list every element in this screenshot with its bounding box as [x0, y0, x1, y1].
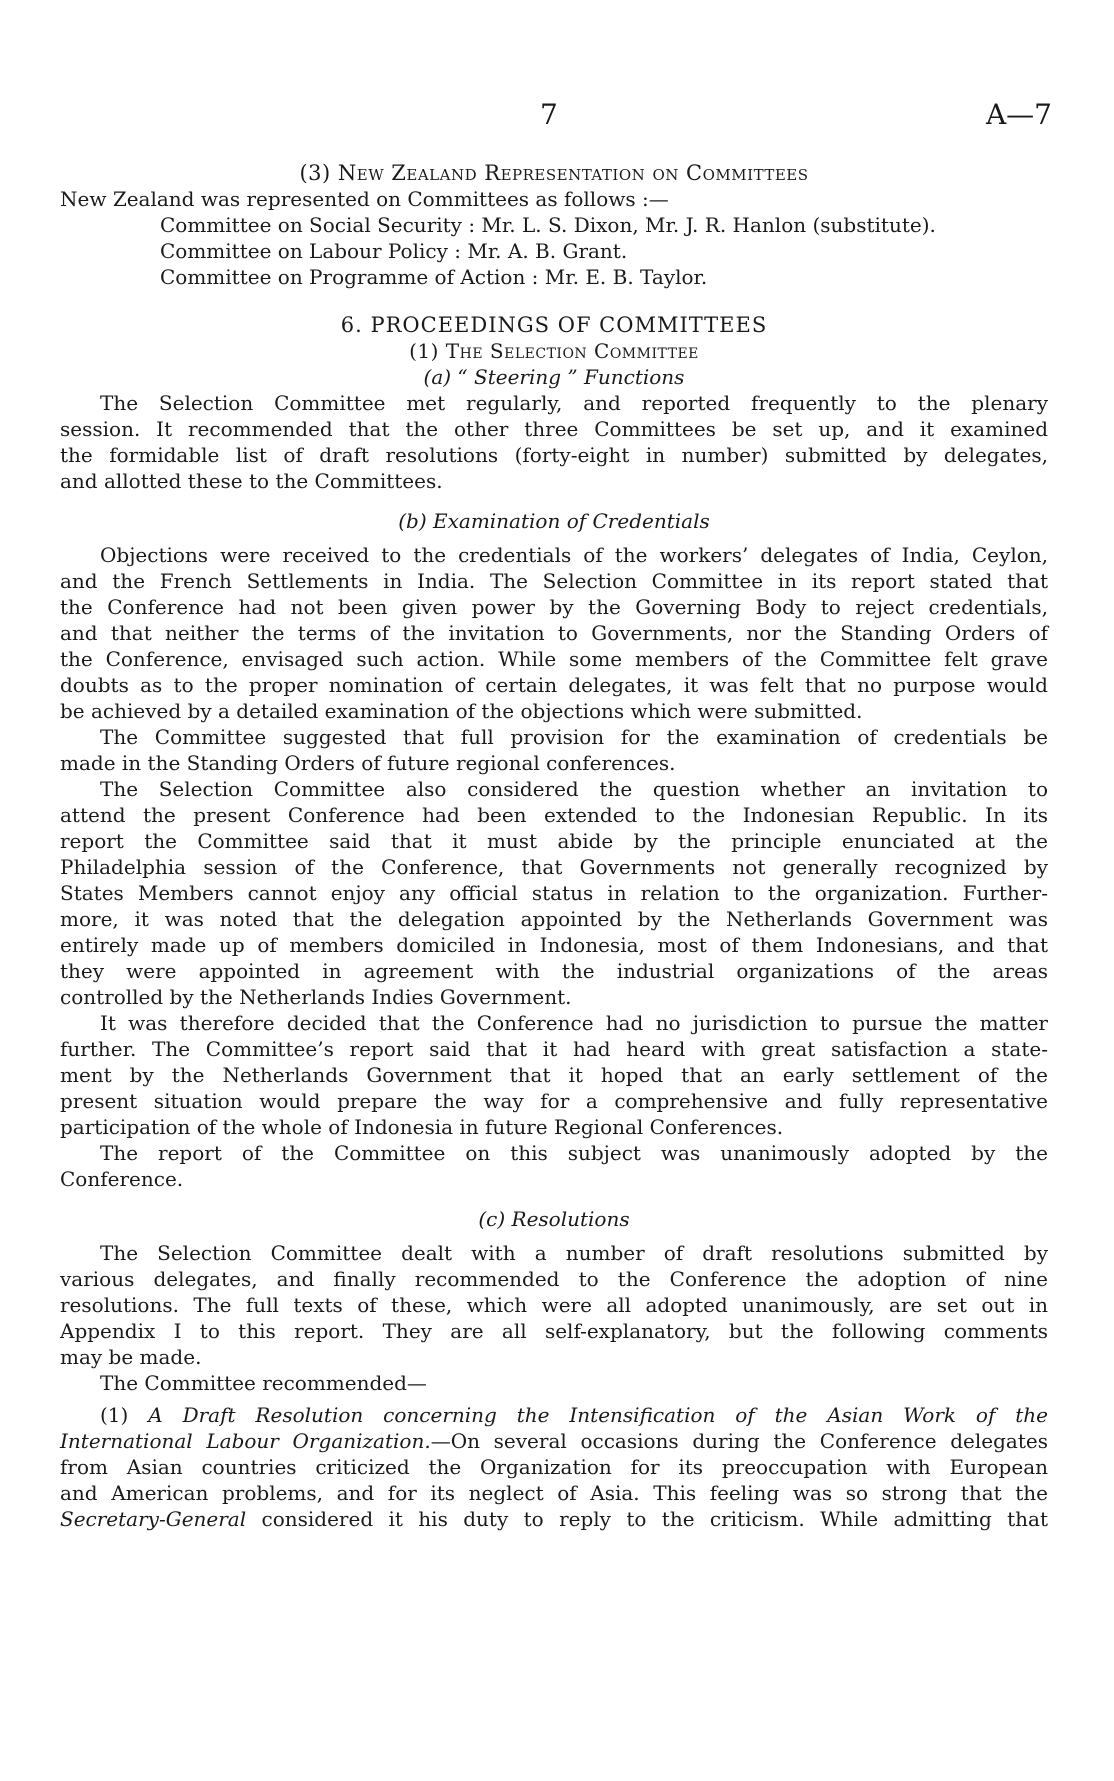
paragraph-indonesian-republic: The Selection Committee also considered the question whether an invitation to attend the present Conference had been extended to the Indonesian Republic. In its report the Committee said that it must abide by the principle enunciated at the Philadelphia session of the Conference, that Governments not generally recognized by States Members cannot enjoy any official status in relation to the organization. Further- more, it was noted that the delegation appointed by the Netherlands Government was entirely made up of members domiciled in Indonesia, most of them Indonesians, and that they were appointed in agreement with the industrial organizations of the areas controlled by the Netherlands Indies Government. [60, 777, 1048, 1009]
paragraph-report-adopted: The report of the Committee on this subject was unanimously adopted by the Conference. [60, 1141, 1048, 1191]
committee-entry: Committee on Social Security : Mr. L. S. Dixon, Mr. J. R. Hanlon (substitute). [160, 213, 936, 237]
subheading-credentials: (b) Examination of Credentials [398, 509, 710, 533]
committee-entry: Committee on Programme of Action : Mr. E. B. Taylor. [160, 265, 708, 289]
page-body [60, 160, 1048, 1532]
section-heading-proceedings: 6. PROCEEDINGS OF COMMITTEES [340, 313, 768, 337]
paragraph-resolutions: The Selection Committee dealt with a number of draft resolutions submitted by various delegates, and finally recommended to the Conference the adoption of nine resolutions. The full texts of these, which were all adopted unanimously, are set out in Appendix I to this report. They are all self-explanatory, but the following comments may be made. [60, 1241, 1048, 1369]
subheading-steering-functions: (a) “ Steering ” Functions [423, 365, 685, 389]
paragraph-steering: The Selection Committee met regularly, and reported frequently to the plenary session. It recommended that the other three Committees be set up, and it examined the formidable list of draft resolutions (forty-eight in number) submitted by delegates, and allotted these to the Committees. [60, 391, 1048, 493]
nz-intro: New Zealand was represented on Committees as follows :— [60, 187, 669, 211]
paragraph-resolution-1: (1) A Draft Resolution concerning the Intensification of the Asian Work of the International Labour Organization.—On several occasions during the Conference delegates from Asian countries criticized the Organization for its preoccupation with European and American problems, and for its neglect of Asia. This feeling was so strong that the Secretary-General considered it his duty to reply to the criticism. While admitting that [60, 1403, 1049, 1531]
paragraph-credentials-provision: The Committee suggested that full provision for the examination of credentials be made in the Standing Orders of future regional conferences. [60, 725, 1048, 775]
page-number: 7 [540, 98, 558, 131]
document-code: A—7 [985, 98, 1052, 131]
paragraph-committee-recommended: The Committee recommended— [100, 1371, 427, 1395]
subheading-selection-committee: (1) The Selection Committee [409, 339, 699, 363]
section-heading-nz-representation: (3) New Zealand Representation on Committees [299, 161, 809, 185]
paragraph-jurisdiction: It was therefore decided that the Conference had no jurisdiction to pursue the matter further. The Committee’s report said that it had heard with great satisfaction a state- ment by the Netherlands Government that it hoped that an early settlement of the present situation would prepare the way for a comprehensive and fully representative participation of the whole of Indonesia in future Regional Conferences. [60, 1011, 1048, 1139]
subheading-resolutions: (c) Resolutions [478, 1207, 630, 1231]
committee-entry: Committee on Labour Policy : Mr. A. B. Grant. [160, 239, 628, 263]
paragraph-credentials-objections: Objections were received to the credentials of the workers’ delegates of India, Ceylon, and the French Settlements in India. The Selection Committee in its report stated that the Conference had not been given power by the Governing Body to reject credentials, and that neither the terms of the invitation to Governments, nor the Standing Orders of the Conference, envisaged such action. While some members of the Committee felt grave doubts as to the proper nomination of certain delegates, it was felt that no purpose would be achieved by a detailed examination of the objections which were submitted. [60, 543, 1048, 723]
